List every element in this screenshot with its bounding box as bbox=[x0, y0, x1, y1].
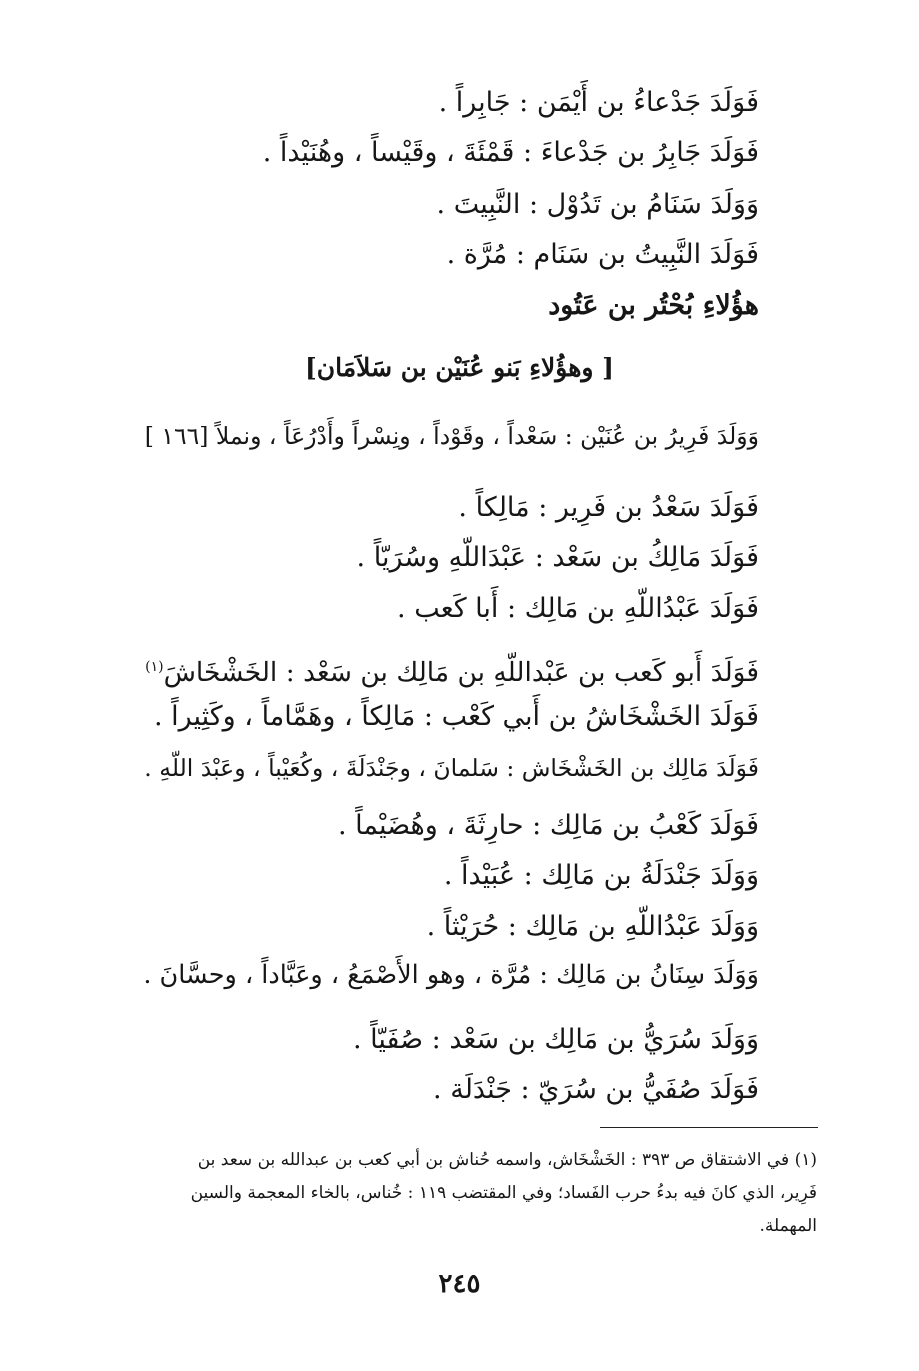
text-line: وَوَلَدَ سِنَانُ بن مَالِك : مُرَّة ، وهو الأَصْمَعُ ، وعَبَّاداً ، وحسَّانَ . bbox=[143, 960, 759, 990]
footnote-line: المهملة. bbox=[759, 1216, 817, 1236]
text-line: وَوَلَدَ سَنَامُ بن تَدُوْل : النَّبِيتَ . bbox=[436, 189, 759, 220]
text-line: فَوَلَدَ كَعْبُ بن مَالِك : حارِثَةَ ، وهُضَيْماً . bbox=[337, 810, 759, 841]
text-line: فَوَلَدَ مَالِك بن الخَشْخَاش : سَلمانَ ، وجَنْدَلَةَ ، وكُعَيْباً ، وعَبْدَ اللّهِ . bbox=[144, 754, 759, 782]
text-line: وَوَلَدَ فَرِيرُ بن عُنَيْن : سَعْداً ، وقَوْداً ، ونِسْراً وأَدْرُعَاً ، ونملاً [١٦٦ ] bbox=[144, 422, 759, 450]
text-line: فَوَلَدَ النَّبِيتُ بن سَنَام : مُرَّة . bbox=[446, 239, 759, 270]
text-line: وَوَلَدَ سُرَيُّ بن مَالِك بن سَعْد : صُفَيّاً . bbox=[352, 1024, 759, 1055]
footnote-line: فَرِير، الذي كانَ فيه بدءُ حرب الفَساد؛ وفي المقتضب ١١٩ : خُناس، بالخاء المعجمة والسين bbox=[190, 1183, 817, 1203]
text-line: فَوَلَدَ جَدْعاءُ بن أَيْمَن : جَابِراً . bbox=[438, 87, 759, 118]
text-line: فَوَلَدَ عَبْدُاللّهِ بن مَالِك : أَبا كَعب . bbox=[397, 593, 759, 624]
text-line: فَوَلَدَ سَعْدُ بن فَرِير : مَالِكاً . bbox=[458, 492, 759, 523]
page-number: ٢٤٥ bbox=[438, 1269, 481, 1299]
text-line: فَوَلَدَ الخَشْخَاشُ بن أَبي كَعْب : مَالِكاً ، وهَمَّاماً ، وكَثِيراً . bbox=[153, 701, 759, 732]
footnote-rule bbox=[600, 1127, 818, 1128]
line-text: فَوَلَدَ أَبو كَعب بن عَبْداللّهِ بن مَالِك بن سَعْد : الخَشْخَاشَ bbox=[163, 656, 759, 688]
text-line-with-footnote bbox=[145, 647, 759, 693]
footnote-marker: (١) bbox=[145, 659, 164, 675]
text-line: وَوَلَدَ عَبْدُاللّهِ بن مَالِك : حُرَيْثاً . bbox=[426, 911, 759, 942]
subsection-title: هؤُلاءِ بُحْتُر بن عَتُود bbox=[548, 290, 759, 321]
text-line: فَوَلَدَ مَالِكُ بن سَعْد : عَبْدَاللّهِ وسُرَيّاً . bbox=[356, 542, 759, 573]
footnote-line: (١) في الاشتقاق ص ٣٩٣ : الخَشْخَاش، واسمه حُناش بن أبي كعب بن عبدالله بن سعد بن bbox=[197, 1150, 817, 1170]
text-line: فَوَلَدَ جَابِرُ بن جَدْعاءَ : قَمْئَةَ ، وقَيْساً ، وهُنَيْداً . bbox=[262, 137, 759, 168]
text-line: فَوَلَدَ صُفَيُّ بن سُرَيّ : جَنْدَلَة . bbox=[433, 1074, 759, 1105]
section-heading: [ وهؤُلاءِ بَنو عُنَيْن بن سَلاَمَان] bbox=[304, 353, 615, 382]
text-line: وَوَلَدَ جَنْدَلَةُ بن مَالِك : عُبَيْداً . bbox=[443, 860, 759, 891]
